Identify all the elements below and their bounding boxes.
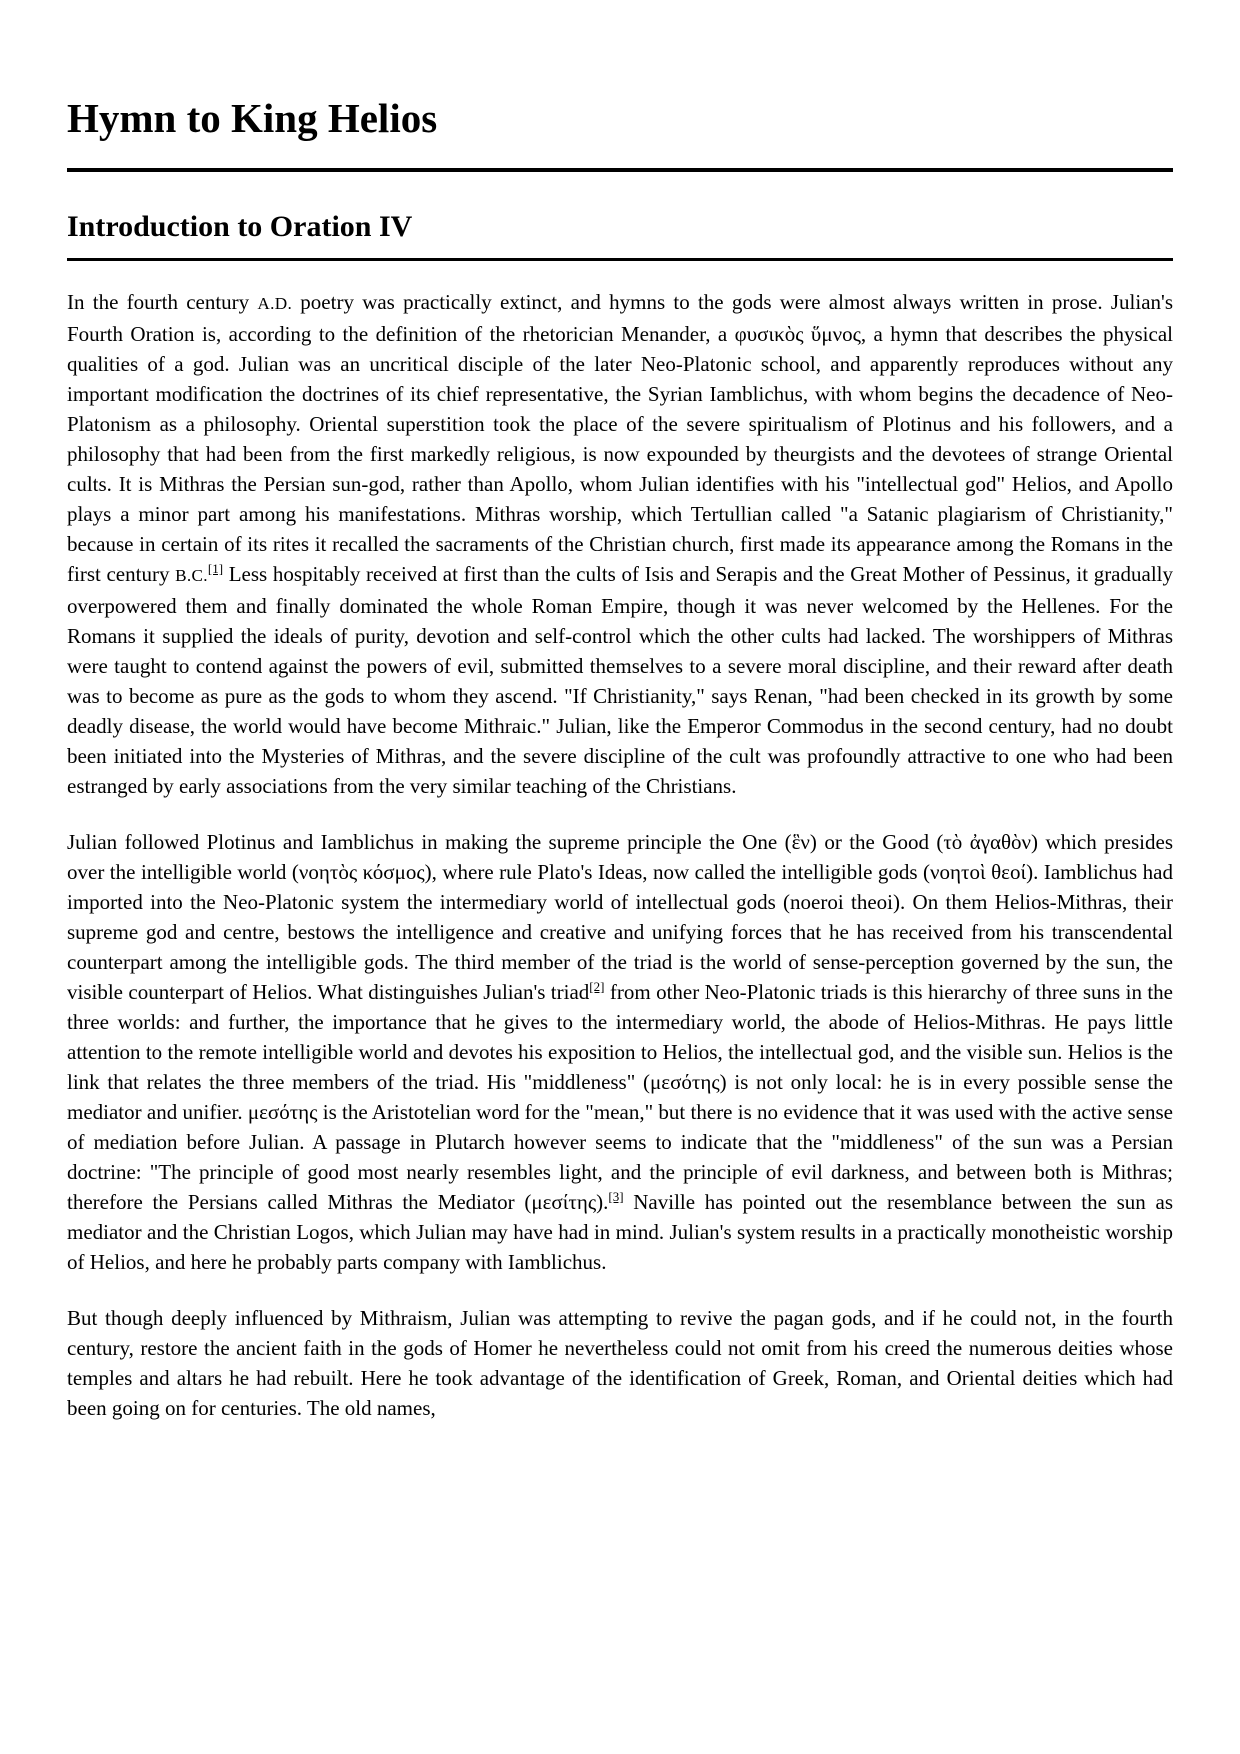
small-caps-text: B.C. bbox=[175, 565, 208, 585]
body-text: from other Neo-Platonic triads is this hierarchy of three suns in the three worlds: and further, the importance that he gives to the intermediary world, the abode of Helios-Mithras. He pays little attention to the remote intelligible world and devotes his exposition to Helios, the intellectual god, and the visible sun. Helios is the link that relates the three members of the triad. His "middleness" (μεσότης) is not only local: he is in every possible sense the mediator and unifier. μεσότης is the Aristotelian word for the "mean," but there is no evidence that it was used with the active sense of mediation before Julian. A passage in Plutarch however seems to indicate that the "middleness" of the sun was a Persian doctrine: "The principle of good most nearly resembles light, and the principle of evil darkness, and between both is Mithras; therefore the Persians called Mithras the Mediator (μεσίτης). bbox=[67, 979, 1174, 1214]
body-text: poetry was practically extinct, and hymns to the gods were almost always written in prose. Julian's Fourth Oration is, according to the definition of the rhetorician Menander, a φυσικὸς ὕμνος, a hymn that describes the physical qualities of a god. Julian was an uncritical disciple of the later Neo-Platonic school, and apparently reproduces without any important modification the doctrines of its chief representative, the Syrian Iamblichus, with whom begins the decadence of Neo-Platonism as a philosophy. Oriental superstition took the place of the severe spiritualism of Plotinus and his followers, and a philosophy that had been from the first markedly religious, is now expounded by theurgists and the devotees of strange Oriental cults. It is Mithras the Persian sun-god, rather than Apollo, whom Julian identifies with his "intellectual god" Helios, and Apollo plays a minor part among his manifestations. Mithras worship, which Tertullian called "a Satanic plagiarism of Christianity," because in certain of its rites it recalled the sacraments of the Christian church, first made its appearance among the Romans in the first century bbox=[67, 289, 1173, 586]
footnote-ref bbox=[589, 979, 604, 994]
paragraph bbox=[67, 1303, 1173, 1423]
body-text: Naville has pointed out the resemblance between the sun as mediator and the Christian Logos, which Julian may have had in mind. Julian's system results in a practically monotheistic worship of Helios, and here he probably parts company with Iamblichus. bbox=[67, 1189, 1173, 1274]
footnote-ref-link[interactable]: [2] bbox=[589, 978, 605, 994]
article-body bbox=[67, 287, 1173, 1423]
paragraph bbox=[67, 287, 1173, 801]
footnote-ref-link[interactable]: [3] bbox=[608, 1188, 624, 1204]
section-heading: Introduction to Oration IV bbox=[67, 210, 1173, 261]
footnote-ref bbox=[608, 1189, 623, 1204]
body-text: In the fourth century bbox=[67, 289, 258, 314]
small-caps-text: A.D. bbox=[257, 293, 293, 313]
body-text: Less hospitably received at first than the cults of Isis and Serapis and the Great Mother of Pessinus, it gradually overpowered them and finally dominated the whole Roman Empire, though it was never welcomed by the Hellenes. For the Romans it supplied the ideals of purity, devotion and self-control which the other cults had lacked. The worshippers of Mithras were taught to contend against the powers of evil, submitted themselves to a severe moral discipline, and their reward after death was to become as pure as the gods to whom they ascend. "If Christianity," says Renan, "had been checked in its growth by some deadly disease, the world would have become Mithraic." Julian, like the Emperor Commodus in the second century, had no doubt been initiated into the Mysteries of Mithras, and the severe discipline of the cult was profoundly attractive to one who had been estranged by early associations from the very similar teaching of the Christians. bbox=[67, 561, 1173, 798]
body-text: But though deeply influenced by Mithraism, Julian was attempting to revive the pagan gods, and if he could not, in the fourth century, restore the ancient faith in the gods of Homer he nevertheless could not omit from his creed the numerous deities whose temples and altars he had rebuilt. Here he took advantage of the identification of Greek, Roman, and Oriental deities which had been going on for centuries. The old names, bbox=[67, 1305, 1173, 1420]
paragraph bbox=[67, 827, 1173, 1277]
footnote-ref bbox=[208, 561, 223, 576]
page-title: Hymn to King Helios bbox=[67, 95, 1173, 172]
footnote-ref-link[interactable]: [1] bbox=[207, 560, 224, 576]
body-text: Julian followed Plotinus and Iamblichus in making the supreme principle the One (ἓν) or the Good (τὸ ἀγαθὸν) which presides over the intelligible world (νοητὸς κόσμος), where rule Plato's Ideas, now called the intelligible gods (νοητοὶ θεοί). Iamblichus had imported into the Neo-Platonic system the intermediary world of intellectual gods (noeroi theoi). On them Helios-Mithras, their supreme god and centre, bestows the intelligence and creative and unifying forces that he has received from his transcendental counterpart among the intelligible gods. The third member of the triad is the world of sense-perception governed by the sun, the visible counterpart of Helios. What distinguishes Julian's triad bbox=[67, 829, 1173, 1004]
